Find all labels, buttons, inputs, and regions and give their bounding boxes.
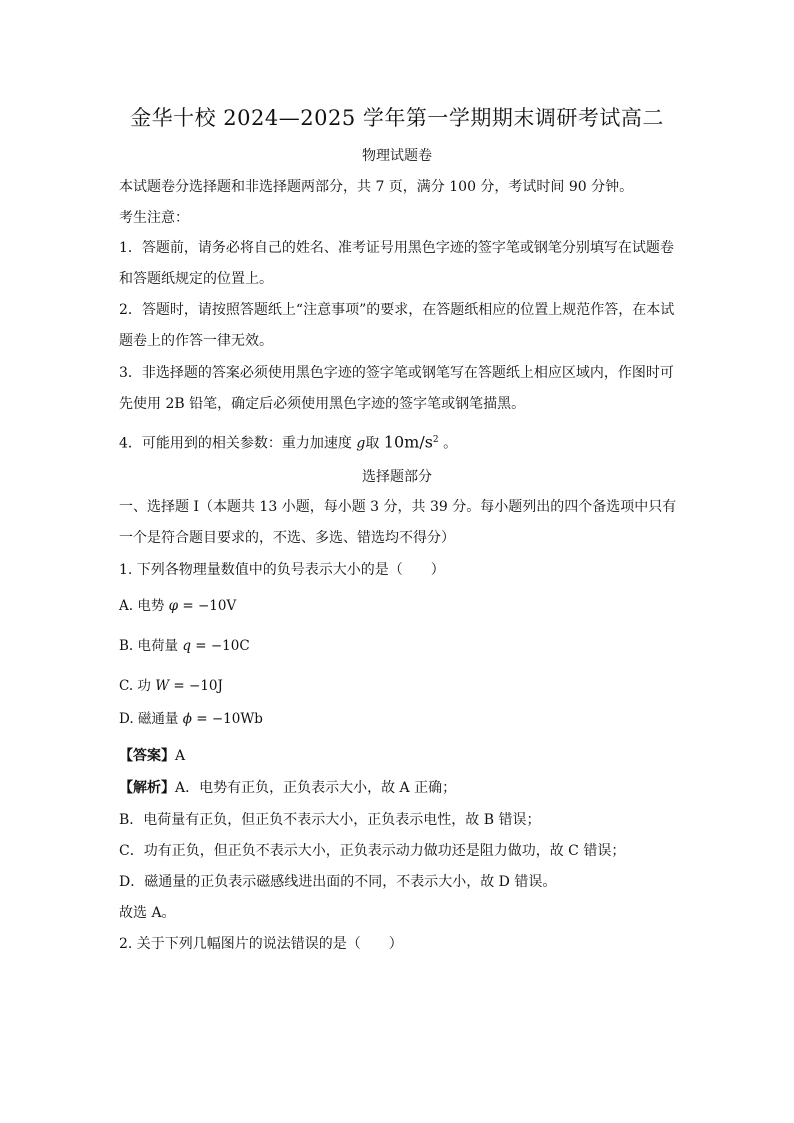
option-value: = −10J <box>173 678 223 694</box>
q1-option-b <box>119 637 250 655</box>
q2-stem: 2. 关于下列几幅图片的说法错误的是（ ） <box>119 936 403 952</box>
option-label: C. 功 <box>119 678 151 694</box>
option-value: = −10V <box>182 598 237 614</box>
note-line-2: 和答题纸规定的位置上。 <box>119 271 273 287</box>
q1-option-a <box>119 597 236 615</box>
analysis-tag: 【解析】 <box>119 780 175 796</box>
note4-prefix: 4．可能用到的相关参数：重力加速度 <box>119 435 352 452</box>
exam-subtitle: 物理试题卷 <box>362 148 432 164</box>
q1-analysis-line-3: C．功有正负，但正负不表示大小，正负表示动力做功还是阻力做功，故 C 错误； <box>119 843 626 859</box>
section-title: 选择题部分 <box>362 469 432 485</box>
note4-suffix: 。 <box>443 435 458 452</box>
q1-option-d <box>119 710 263 728</box>
note-line-6: 先使用 2B 铅笔，确定后必须使用黑色字迹的签字笔或钢笔描黑。 <box>119 396 526 412</box>
q1-analysis-line-2: B．电荷量有正负，但正负不表示大小，正负表示电性，故 B 错误； <box>119 812 541 828</box>
intro-text: 本试题卷分选择题和非选择题两部分，共 7 页，满分 100 分，考试时间 90 分钟。 <box>119 179 634 195</box>
q1-stem: 1. 下列各物理量数值中的负号表示大小的是（ ） <box>119 562 445 578</box>
q1-answer <box>119 747 185 765</box>
note-line-4: 题卷上的作答一律无效。 <box>119 333 273 349</box>
section1-line-1: 一、选择题 I（本题共 13 小题，每小题 3 分，共 39 分。每小题列出的四个备选项中只有 <box>119 499 677 515</box>
answer-value: A <box>175 748 186 764</box>
option-value: = −10C <box>195 638 250 654</box>
option-label: D. 磁通量 <box>119 711 179 727</box>
note4-exp: 2 <box>432 435 439 445</box>
note-line-1: 1．答题前，请务必将自己的姓名、准考证号用黑色字迹的签字笔或钢笔分别填写在试题卷 <box>119 240 674 256</box>
option-var: φ <box>168 598 179 614</box>
notice-heading: 考生注意： <box>119 210 189 226</box>
section1-line-2: 一个是符合题目要求的，不选、多选、错选均不得分） <box>119 530 455 546</box>
q1-analysis-line-1 <box>119 779 456 797</box>
q1-option-c <box>119 677 223 695</box>
note-line-5: 3．非选择题的答案必须使用黑色字迹的签字笔或钢笔写在答题纸上相应区域内，作图时可 <box>119 365 674 381</box>
note4-var: g <box>356 435 366 452</box>
option-var: ϕ <box>182 711 192 727</box>
option-label: A. 电势 <box>119 598 165 614</box>
option-var: W <box>155 678 170 694</box>
option-value: = −10Wb <box>196 711 263 727</box>
note-line-3: 2．答题时，请按照答题纸上“注意事项”的要求，在答题纸相应的位置上规范作答，在本试 <box>119 302 675 318</box>
analysis-text: A．电势有正负，正负表示大小，故 A 正确； <box>175 780 457 796</box>
note4-mid: 取 <box>365 435 380 452</box>
note4-value: 10m/s <box>383 432 433 452</box>
option-var: q <box>182 638 191 654</box>
option-label: B. 电荷量 <box>119 638 179 654</box>
note-line-7 <box>119 431 457 453</box>
exam-title: 金华十校 2024—2025 学年第一学期期末调研考试高二 <box>130 106 664 130</box>
q1-analysis-line-4: D．磁通量的正负表示磁感线进出面的不同，不表示大小，故 D 错误。 <box>119 874 557 890</box>
q1-conclusion: 故选 A。 <box>119 905 176 921</box>
answer-tag: 【答案】 <box>119 748 175 764</box>
